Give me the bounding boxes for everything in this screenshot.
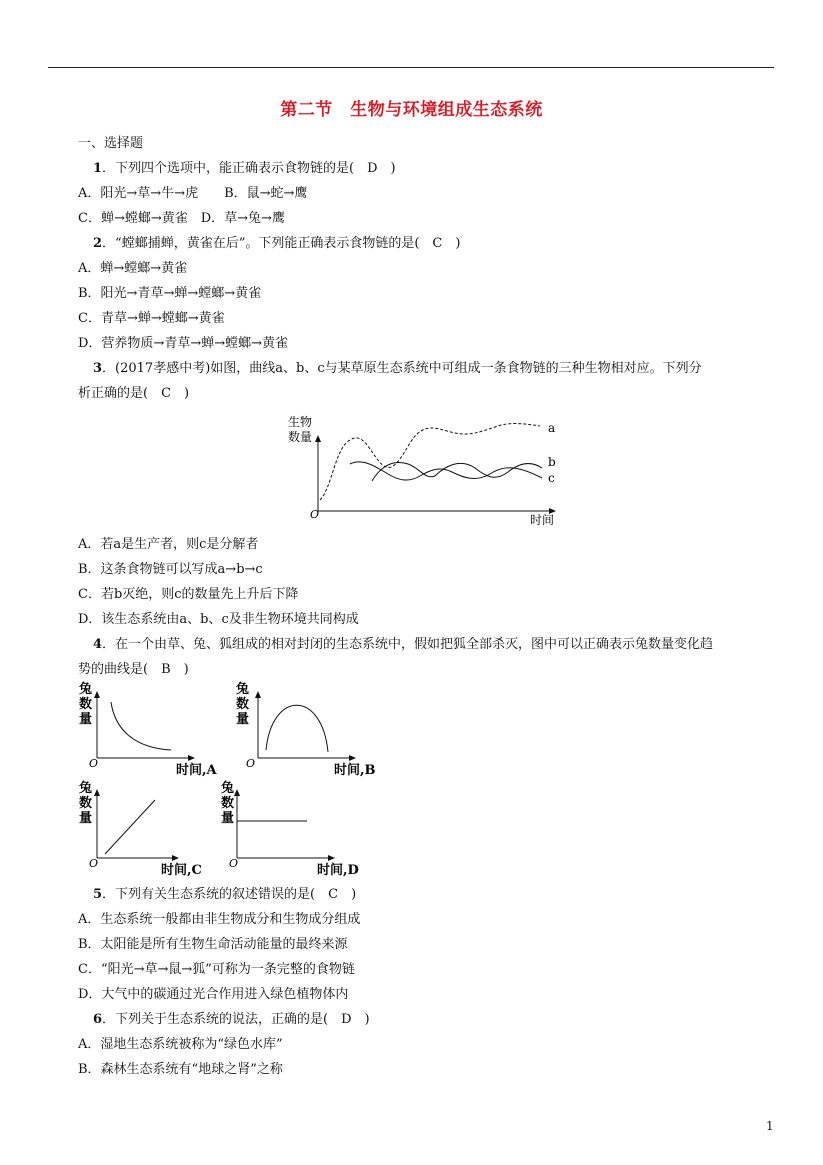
graph-d-ylabel-3: 量	[221, 811, 235, 826]
graph-b-x-arrow	[349, 755, 356, 761]
graph-d-ylabel-1: 兔	[221, 781, 235, 796]
graph-c-origin: O	[89, 857, 99, 870]
header-rule	[48, 67, 774, 68]
graph-d-xlabel: 时间,D	[317, 863, 359, 878]
graph-c-y-arrow	[94, 789, 100, 796]
graph-c-xlabel: 时间,C	[161, 863, 202, 878]
question-4-continued: 势的曲线是( B )	[78, 662, 189, 677]
graph-a-x-arrow	[188, 755, 195, 761]
graph-xlabel: 时间	[530, 513, 555, 527]
graph-b-origin: O	[246, 757, 256, 770]
curve-c	[350, 462, 542, 480]
graph-c-curve	[105, 800, 155, 854]
q3-option-b: B．这条食物链可以写成a→b→c	[78, 562, 263, 577]
q3-option-a: A．若a是生产者，则c是分解者	[78, 537, 259, 552]
graph-b-ylabel-1: 兔	[236, 682, 250, 697]
curve-a	[320, 424, 540, 501]
question-number: 3	[93, 361, 103, 376]
rabbit-graph-c	[75, 778, 225, 878]
section-heading: 一、选择题	[78, 136, 144, 151]
graph-d-y-arrow	[234, 789, 240, 796]
q3-option-c: C．若b灭绝，则c的数量先上升后下降	[78, 587, 299, 602]
question-stem: ．下列有关生态系统的叙述错误的是( C )	[102, 887, 357, 902]
graph-c-ylabel-3: 量	[79, 811, 93, 826]
graph-d-ylabel-2: 数	[221, 796, 235, 811]
graph-b-y-arrow	[255, 691, 261, 698]
question-number: 6	[93, 1012, 103, 1027]
question-stem: ．下列关于生态系统的说法，正确的是( D )	[102, 1012, 370, 1027]
q2-option-d: D．营养物质→青草→蝉→螳螂→黄雀	[78, 336, 288, 351]
q6-option-b: B．森林生态系统有“地球之肾”之称	[78, 1062, 283, 1077]
page-number: 1	[766, 1119, 774, 1133]
question-stem: ．“螳螂捕蝉，黄雀在后”。下列能正确表示食物链的是( C )	[102, 236, 461, 251]
graph-d-origin: O	[229, 857, 239, 870]
graph-c-ylabel-1: 兔	[79, 781, 93, 796]
q2-option-b: B．阳光→青草→蝉→螳螂→黄雀	[78, 286, 262, 301]
q1-options-ab: A．阳光→草→牛→虎 B．鼠→蛇→鹰	[78, 186, 308, 201]
q6-option-a: A．湿地生态系统被称为“绿色水库”	[78, 1037, 283, 1052]
question-3-continued: 析正确的是( C )	[78, 386, 190, 401]
question-number: 1	[93, 161, 103, 176]
q5-option-d: D．大气中的碳通过光合作用进入绿色植物体内	[78, 987, 349, 1002]
question-number: 2	[93, 236, 103, 251]
question-number: 4	[93, 637, 103, 652]
q3-option-d: D．该生态系统由a、b、c及非生物环境共同构成	[78, 612, 359, 627]
graph-d-x-arrow	[328, 855, 335, 861]
graph-a-y-arrow	[94, 691, 100, 698]
page-title: 第二节 生物与环境组成生态系统	[280, 100, 543, 120]
graph-ylabel-2: 数量	[288, 430, 313, 444]
graph-b-curve	[266, 705, 328, 752]
question-number: 5	[93, 887, 103, 902]
graph-a-origin: O	[89, 757, 99, 770]
rabbit-graph-d	[215, 778, 375, 878]
graph-a-xlabel: 时间,A	[176, 763, 217, 778]
graph-ylabel-1: 生物	[288, 415, 313, 429]
q1-options-cd: C．蝉→螳螂→黄雀 D．草→兔→鹰	[78, 211, 285, 226]
rabbit-graph-a	[75, 680, 225, 778]
graph-origin: O	[310, 508, 320, 521]
q2-option-a: A．蝉→螳螂→黄雀	[78, 261, 188, 276]
y-axis-arrow	[315, 435, 321, 442]
population-curves-graph	[280, 408, 580, 530]
curve-c-label: c	[548, 471, 555, 485]
graph-b-ylabel-3: 量	[236, 712, 250, 727]
q2-option-c: C．青草→蝉→螳螂→黄雀	[78, 311, 225, 326]
question-stem: ．(2017孝感中考)如图，曲线a、b、c与某草原生态系统中可组成一条食物链的三种生物相对应。下列分	[102, 361, 702, 376]
question-2	[93, 235, 460, 253]
question-5	[93, 886, 356, 904]
graph-c-x-arrow	[172, 855, 179, 861]
q5-option-a: A．生态系统一般都由非生物成分和生物成分组成	[78, 912, 361, 927]
graph-b-ylabel-2: 数	[236, 697, 250, 712]
graph-a-ylabel-2: 数	[79, 697, 93, 712]
question-1	[93, 160, 396, 178]
graph-a-ylabel-3: 量	[79, 712, 93, 727]
question-stem: ．在一个由草、兔、狐组成的相对封闭的生态系统中，假如把狐全部杀灭，图中可以正确表示兔数量变化趋	[102, 637, 714, 652]
graph-a-curve	[111, 702, 171, 750]
graph-a-ylabel-1: 兔	[79, 682, 93, 697]
graph-c-ylabel-2: 数	[79, 796, 93, 811]
curve-b-label: b	[548, 455, 556, 469]
graph-b-xlabel: 时间,B	[334, 763, 376, 778]
question-6	[93, 1011, 370, 1029]
curve-a-label: a	[548, 421, 556, 435]
question-4	[93, 636, 713, 654]
question-stem: ．下列四个选项中，能正确表示食物链的是( D )	[102, 161, 396, 176]
q5-option-c: C．“阳光→草→鼠→狐”可称为一条完整的食物链	[78, 962, 355, 977]
q5-option-b: B．太阳能是所有生物生命活动能量的最终来源	[78, 937, 348, 952]
rabbit-graph-b	[232, 680, 392, 778]
question-3	[93, 360, 702, 378]
